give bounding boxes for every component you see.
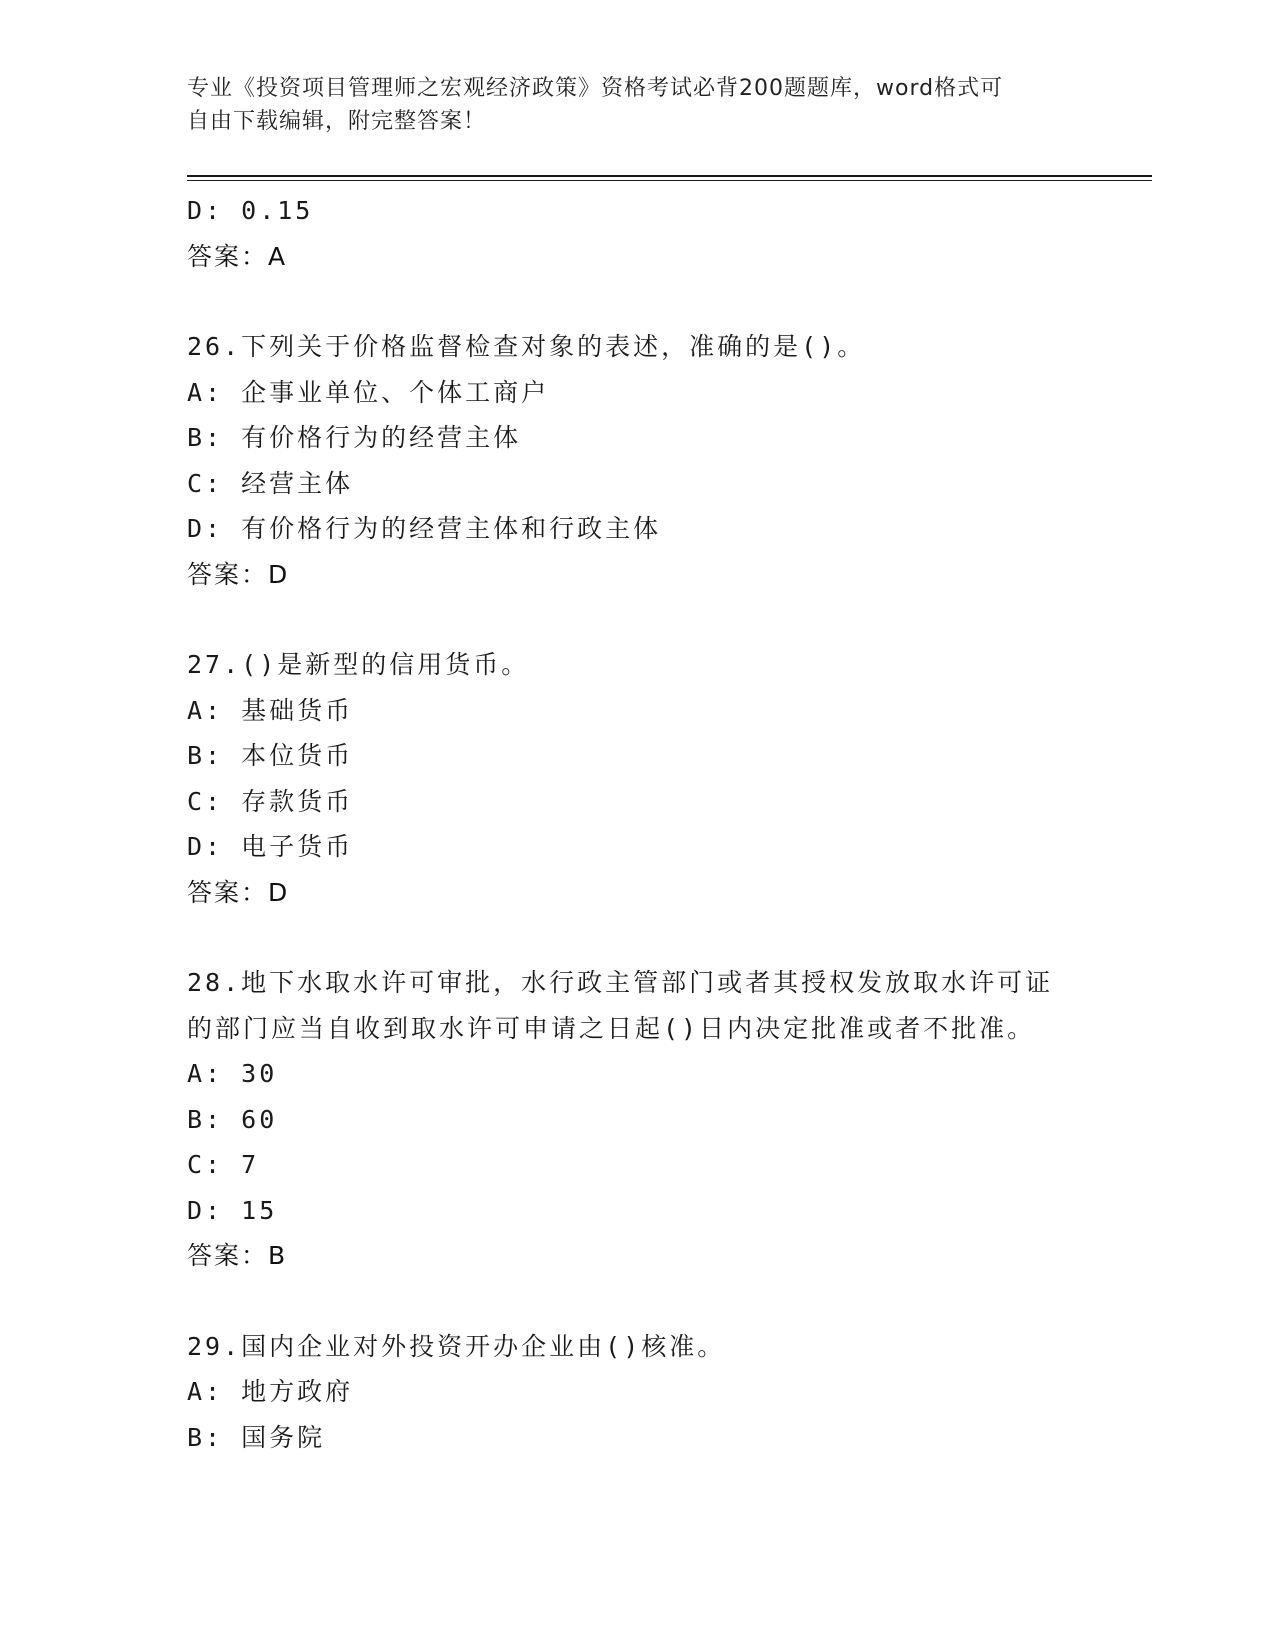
question-28 xyxy=(187,960,1087,1279)
option-a: A: 30 xyxy=(187,1059,278,1088)
spacer xyxy=(187,279,1087,324)
answer-line: 答案：D xyxy=(187,559,290,589)
option-a: A: 企事业单位、个体工商户 xyxy=(187,377,550,407)
option-d: D: 电子货币 xyxy=(187,832,354,861)
question-stem: 29.国内企业对外投资开办企业由()核准。 xyxy=(187,1331,726,1361)
question-25-fragment xyxy=(187,188,1087,279)
spacer xyxy=(187,915,1087,960)
option-d: D: 有价格行为的经营主体和行政主体 xyxy=(187,514,662,543)
spacer xyxy=(187,597,1087,642)
header-line-2: 自由下载编辑，附完整答案！ xyxy=(187,109,487,134)
question-stem-line-2: 的部门应当自收到取水许可申请之日起()日内决定批准或者不批准。 xyxy=(187,1013,1036,1043)
option-a: A: 地方政府 xyxy=(187,1377,354,1406)
answer-line: 答案：B xyxy=(187,1241,288,1270)
question-stem: 27.()是新型的信用货币。 xyxy=(187,650,530,679)
option-b: B: 有价格行为的经营主体 xyxy=(187,423,522,452)
option-b: B: 60 xyxy=(187,1104,278,1134)
option-d: D: 0.15 xyxy=(187,196,314,225)
answer-line: 答案：D xyxy=(187,877,290,907)
option-b: B: 国务院 xyxy=(187,1422,326,1452)
option-a: A: 基础货币 xyxy=(187,695,354,725)
option-c: C: 存款货币 xyxy=(187,786,354,816)
question-stem: 26.下列关于价格监督检查对象的表述，准确的是()。 xyxy=(187,332,866,361)
question-stem-line-1: 28.地下水取水许可审批，水行政主管部门或者其授权发放取水许可证 xyxy=(187,968,1054,997)
answer-line: 答案：A xyxy=(187,241,288,271)
option-c: C: 经营主体 xyxy=(187,468,354,498)
document-header xyxy=(187,72,1087,138)
question-29 xyxy=(187,1324,1087,1461)
document-body xyxy=(187,188,1087,1460)
header-divider-thin xyxy=(187,180,1152,181)
question-26 xyxy=(187,324,1087,597)
option-c: C: 7 xyxy=(187,1150,260,1179)
header-line-1: 专业《投资项目管理师之宏观经济政策》资格考试必背200题题库，word格式可 xyxy=(187,76,1004,101)
spacer xyxy=(187,1279,1087,1324)
option-b: B: 本位货币 xyxy=(187,741,354,770)
question-27 xyxy=(187,642,1087,915)
header-divider-thick xyxy=(187,175,1152,177)
option-d: D: 15 xyxy=(187,1195,278,1225)
